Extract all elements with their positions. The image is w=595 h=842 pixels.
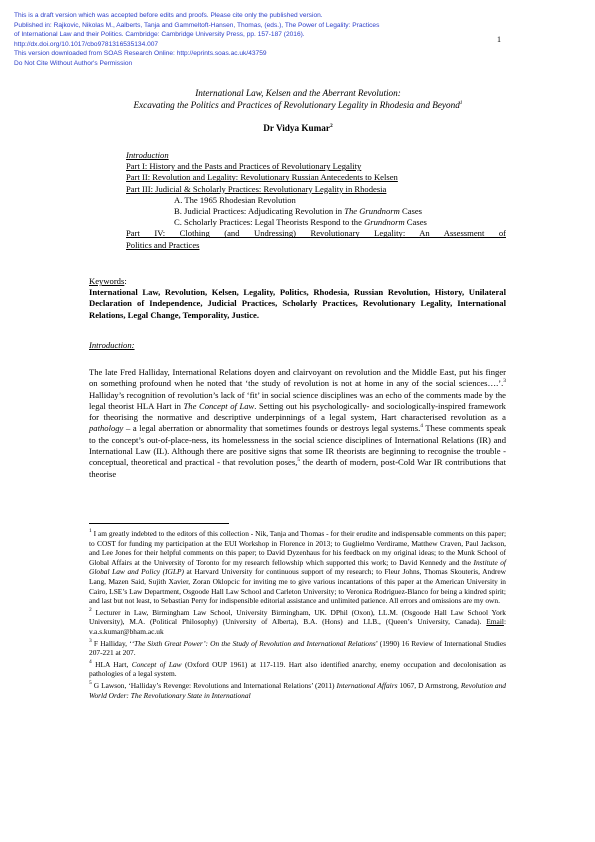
table-of-contents [126,150,506,251]
author-name: Dr Vidya Kumar$^2$ [263,123,333,133]
header-line: Do Not Cite Without Author's Permission [14,59,133,67]
toc-item-part-4[interactable]: Part IV: Clothing (and Undressing) Revolutionary Legality: An Assessment of [126,228,506,239]
toc-item-introduction[interactable]: Introduction [126,150,169,160]
toc-item-part-2[interactable]: Part II: Revolution and Legality: Revolutionary Russian Antecedents to Kelsen [126,172,398,183]
header-line: This version downloaded from SOAS Research Online: http://eprints.soas.ac.uk/43759 [14,50,267,57]
toc-item-part-4-cont[interactable]: Politics and Practices [126,239,200,250]
footnote-2: $^2$ Lecturer in Law, Birmingham Law School, University Birmingham, UK. DPhil (Oxon), LL.M. (Osgoode Hall Law School York University), M.A. (Political Philosophy) (University of Alberta), B.A. (Hons) and LLB., (Queen’s University, Canada). Email: v.a.s.kumar@bham.ac.uk [89,606,506,636]
keywords-heading: Keywords: [89,276,127,286]
footnote-mark[interactable]: 3 [503,378,506,385]
draft-notice-header [14,11,484,68]
footnote-3: $^3$ F Halliday, ‘‘The Sixth Great Power’: On the Study of Revolution and International Relations’ (1990) 16 Review of International Studies 207-221 at 207. [89,637,506,658]
keywords-section [89,276,506,321]
footnote-mark[interactable]: 2 [329,123,333,129]
introduction-paragraph: The late Fred Halliday, International Relations doyen and clairvoyant on revolution and the Middle East, put his finger on something profound when he noted that ‘the study of revolution is not at home in any of the social sciences….’.$^3$ Halliday’s recognition of revolution’s lack of ‘fit’ in social science disciplines was an echo of the comments made by the legal theorist HLA Hart in The Concept of Law. Setting out his psychologically- and sociologically-inspired framework for theorising the normative and descriptive underpinnings of a legal system, Hart characterised revolution as a pathology – a legal aberration or abnormality that sometimes founds or destroys legal systems.$^4$ These comments speak to the concept’s out-of-place-ness, its homelessness in the social science disciplines of International Relations (IR) and International Law (IL). Although there are positive signs that some IR theorists are beginning to recognise the trouble - conceptual, theoretical and practical - that revolution poses,$^5$ the dearth of modern, post-Cold War IR contributions that theorise [89,367,506,479]
footnote-mark[interactable]: 1 [459,100,463,106]
toc-item-part-1[interactable]: Part I: History and the Pasts and Practices of Revolutionary Legality [126,161,362,172]
title-line-2: Excavating the Politics and Practices of Revolutionary Legality in Rhodesia and Beyond$^1$ [133,100,463,110]
header-line: This is a draft version which was accepted before edits and proofs. Please cite only the published version. [14,12,323,19]
toc-subitem-b[interactable]: B. Judicial Practices: Adjudicating Revolution in The Grundnorm Cases [174,206,423,217]
toc-subitem-a[interactable]: A. The 1965 Rhodesian Revolution [174,194,296,205]
toc-item-part-3[interactable]: Part III: Judicial & Scholarly Practices: Revolutionary Legality in Rhodesia [126,183,387,194]
toc-subitem-c[interactable]: C. Scholarly Practices: Legal Theorists Respond to the Grundnorm Cases [174,217,427,228]
footnotes [89,529,506,702]
email-link[interactable]: Email [486,617,504,627]
footnote-separator [89,523,229,524]
footnote-4: $^4$ HLA Hart, Concept of Law (Oxford OUP 1961) at 117-119. Hart also identified anarchy, enemy occupation and decolonisation as pathologies of a legal system. [89,658,507,679]
header-line: Published in: Rajkovic, Nikolas M., Aalberts, Tanja and Gammeltoft-Hansen, Thomas, (eds.), The Power of Legality: Practices [14,21,380,29]
footnote-5: $^5$ G Lawson, ‘Halliday’s Revenge: Revolutions and International Relations’ (2011) International Affairs 1067, D Armstrong, Revolution and World Order: The Revolutionary State in International [89,679,507,700]
footnote-mark[interactable]: 5 [297,457,301,464]
paper-title [90,87,506,111]
header-line: of International Law and their Politics. Cambridge: Cambridge University Press, pp. 157-187 (2016). [14,31,305,38]
footnote-1: $^1$ I am greatly indebted to the editors of this collection - Nik, Tanja and Thomas - for their erudite and indispensable comments on this paper; to COST for funding my participation at the EUI Workshop in Florence in 2013; to Guglielmo Verdirame, Matthew Craven, Paul Jackson, and Lee Jones for their helpful comments on this paper; to David Dyzenhaus for his feedback on my original ideas; to the Munk School of Global Affairs at the University of Toronto for my research fellowship which supported this work; to David Kennedy and the Institute of Global Law and Policy (IGLP) at Harvard University for continuous support of my research; to Fleur Johns, Thomas Skouteris, Andrew Lang, Mazen Said, Sujith Xavier, Zoran Oklopcic for inviting me to give various incantations of this paper at the American University in Cairo, LSE’s Law Department, Osgoode Hall Law School and Carleton University; to Veronica Rodriguez-Blanco for being a kindred spirit; and last but not least, to Sebastian Perry for indispensible editorial assistance and unlimited patience. All errors and omissions are my own. [89,528,506,606]
footnote-mark[interactable]: 4 [420,423,423,430]
title-line-1: International Law, Kelsen and the Aberrant Revolution: [195,88,401,98]
header-doi-link[interactable]: http://dx.doi.org/10.1017/cbo9781316535134.007 [14,40,159,48]
keywords-list: International Law, Revolution, Kelsen, Legality, Politics, Rhodesia, Russian Revolution, History, Unilateral Declaration of Independence, Judicial Practices, Scholarly Practices, Revolutionary Legality, International Relations, Legal Change, Temporality, Justice. [89,287,506,320]
introduction-heading: Introduction: [89,340,135,350]
page-number: 1 [497,35,501,44]
